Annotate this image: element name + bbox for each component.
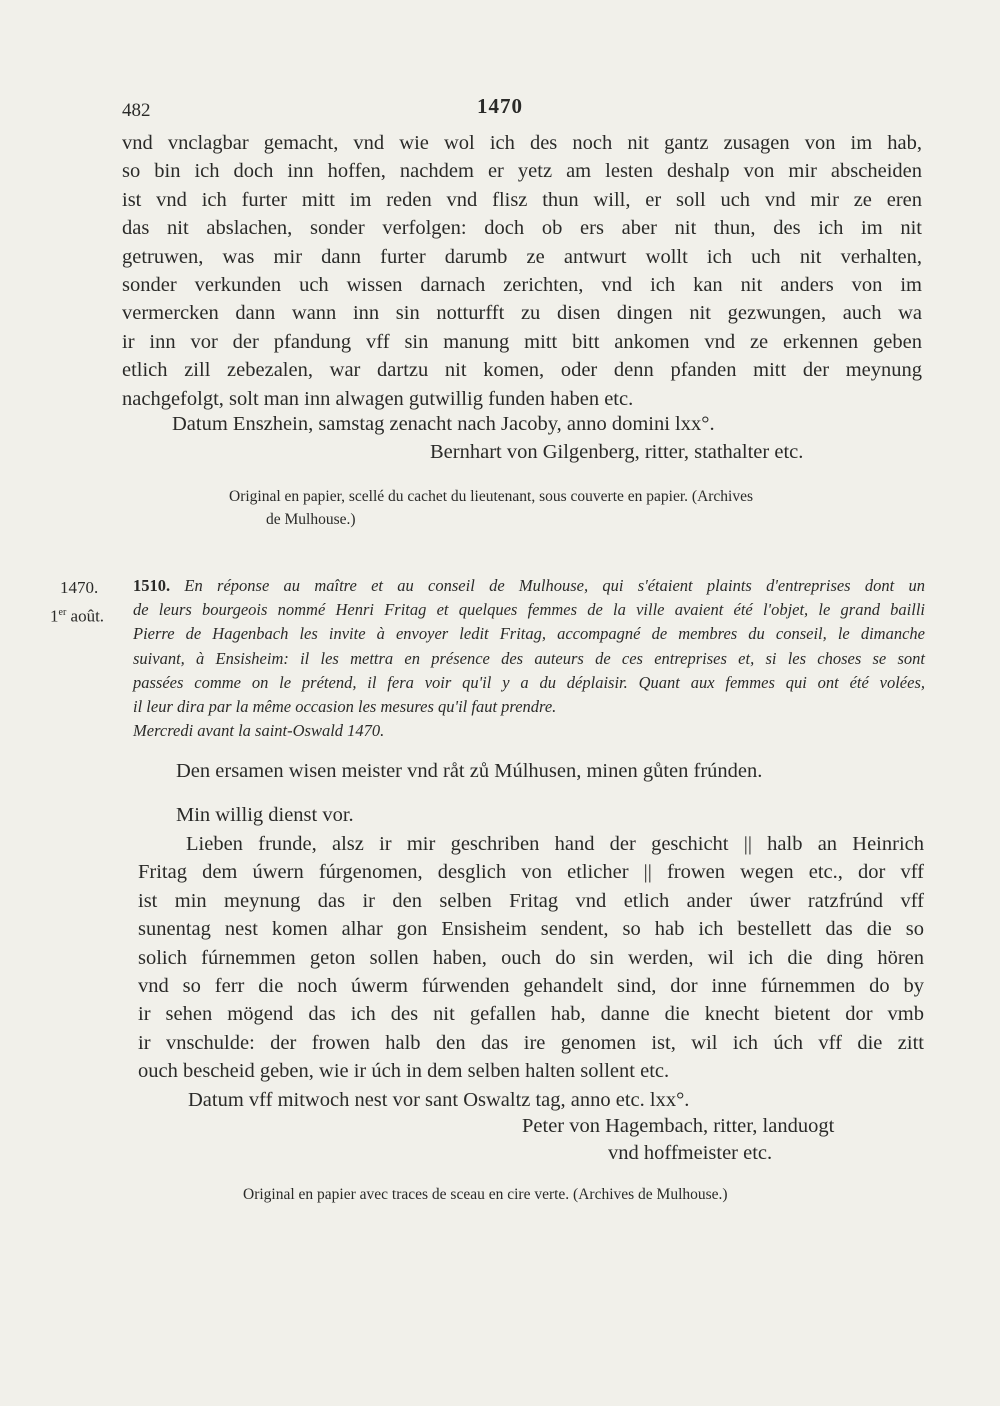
- summary-line: passées comme on le prétend, il fera voir qu'il y a du déplaisir. Quant aux femmes qui ont été volées,: [133, 672, 925, 692]
- text-line: vnd vnclagbar gemacht, vnd wie wol ich des noch nit gantz zusagen von im hab,: [122, 132, 922, 154]
- page-number: 482: [122, 100, 151, 121]
- source-note: de Mulhouse.): [266, 511, 356, 528]
- margin-day: 1er août.: [50, 606, 105, 626]
- letter-signature: Peter von Hagembach, ritter, landuogt: [522, 1115, 835, 1137]
- source-note: Original en papier avec traces de sceau en cire verte. (Archives de Mulhouse.): [243, 1186, 728, 1203]
- margin-year: 1470.: [60, 578, 99, 597]
- text-line: ist vnd ich furter mitt im reden vnd flisz thun will, er soll uch vnd mir ze eren: [122, 188, 922, 211]
- letter-greeting: Min willig dienst vor.: [176, 804, 354, 826]
- letter-body: [138, 830, 924, 1086]
- text-line: sonder verkunden uch wissen darnach zerichten, vnd ich kan nit anders von im: [122, 274, 922, 297]
- text-line: solich fúrnemmen geton sollen haben, ouch do sin werden, wil ich die ding hören: [138, 946, 924, 969]
- summary-line: il leur dira par la même occasion les mesures qu'il faut prendre.: [133, 697, 557, 717]
- letter-signature: Bernhart von Gilgenberg, ritter, stathalter etc.: [430, 441, 804, 463]
- text-line: ouch bescheid geben, wie ir úch in dem selben halten sollent etc.: [138, 1060, 670, 1083]
- letter-body: [122, 129, 922, 413]
- text-line: Lieben frunde, alsz ir mir geschriben hand der geschicht || halb an Heinrich: [186, 833, 924, 855]
- letter-address: Den ersamen wisen meister vnd råt zů Múlhusen, minen gůten frúnden.: [176, 760, 763, 782]
- text-line: getruwen, was mir dann furter darumb ze antwurt wollt ich uch nit verhalten,: [122, 245, 922, 268]
- text-line: sunentag nest komen alhar gon Ensisheim sendent, so hab ich bestellett das die so: [138, 918, 924, 941]
- text-line: Fritag dem úwern fúrgenomen, desglich von etlicher || frowen wegen etc., dor vff: [138, 861, 924, 884]
- source-note: Original en papier, scellé du cachet du lieutenant, sous couverte en papier. (Archives: [229, 488, 754, 505]
- summary-date: Mercredi avant la saint-Oswald 1470.: [133, 721, 385, 741]
- summary-line: Pierre de Hagenbach les invite à envoyer ledit Fritag, accompagné de membres du conseil, le dimanche: [133, 624, 925, 644]
- summary-line: de leurs bourgeois nommé Henri Fritag et quelques femmes de la ville avaient été l'objet, le grand bailli: [133, 600, 925, 620]
- text-line: vnd so ferr die noch úwerm fúrwenden gehandelt sind, dor inne fúrnemmen do by: [138, 975, 924, 998]
- letter-dateline: Datum Enszhein, samstag zenacht nach Jacoby, anno domini lxx°.: [172, 413, 715, 435]
- text-line: ir vnschulde: der frowen halb den das ire genomen ist, wil ich úch vff die zitt: [138, 1031, 924, 1054]
- text-line: das nit abslachen, sonder verfolgen: doch ob ers aber nit thun, des ich im nit: [122, 217, 922, 240]
- text-line: so bin ich doch inn hoffen, nachdem er yetz am lesten deshalp von mir abscheiden: [122, 160, 922, 183]
- entry-number: 1510.: [133, 576, 171, 595]
- summary-line: 1510. En réponse au maître et au conseil de Mulhouse, qui s'étaient plaints d'entreprises dont un: [133, 576, 926, 595]
- text-line: ir sehen mögend das ich des nit gefallen hab, danne die knecht bietent dor vmb: [138, 1003, 924, 1026]
- text-line: ir inn vor der pfandung vff sin manung mitt bitt ankomen vnd ze erkennen geben: [122, 330, 922, 353]
- letter-signature: vnd hoffmeister etc.: [608, 1142, 773, 1164]
- entry-summary: [133, 574, 925, 743]
- margin-date: [50, 575, 105, 629]
- text-line: nachgefolgt, solt man inn alwagen gutwillig funden haben etc.: [122, 387, 634, 410]
- letter-dateline: Datum vff mitwoch nest vor sant Oswaltz tag, anno etc. lxx°.: [188, 1089, 690, 1111]
- summary-line: suivant, à Ensisheim: il les mettra en présence des auteurs de ces entreprises et, si les choses se sont: [133, 648, 925, 668]
- text-line: vermercken dann wann inn sin notturfft zu disen dingen nit gezwungen, auch wa: [122, 302, 922, 325]
- text-line: etlich zill zebezalen, war dartzu nit komen, oder denn pfanden mitt der meynung: [122, 359, 922, 382]
- text-line: ist min meynung das ir den selben Fritag vnd etlich ander úwer ratzfrúnd vff: [138, 889, 924, 912]
- running-title: 1470: [477, 94, 523, 118]
